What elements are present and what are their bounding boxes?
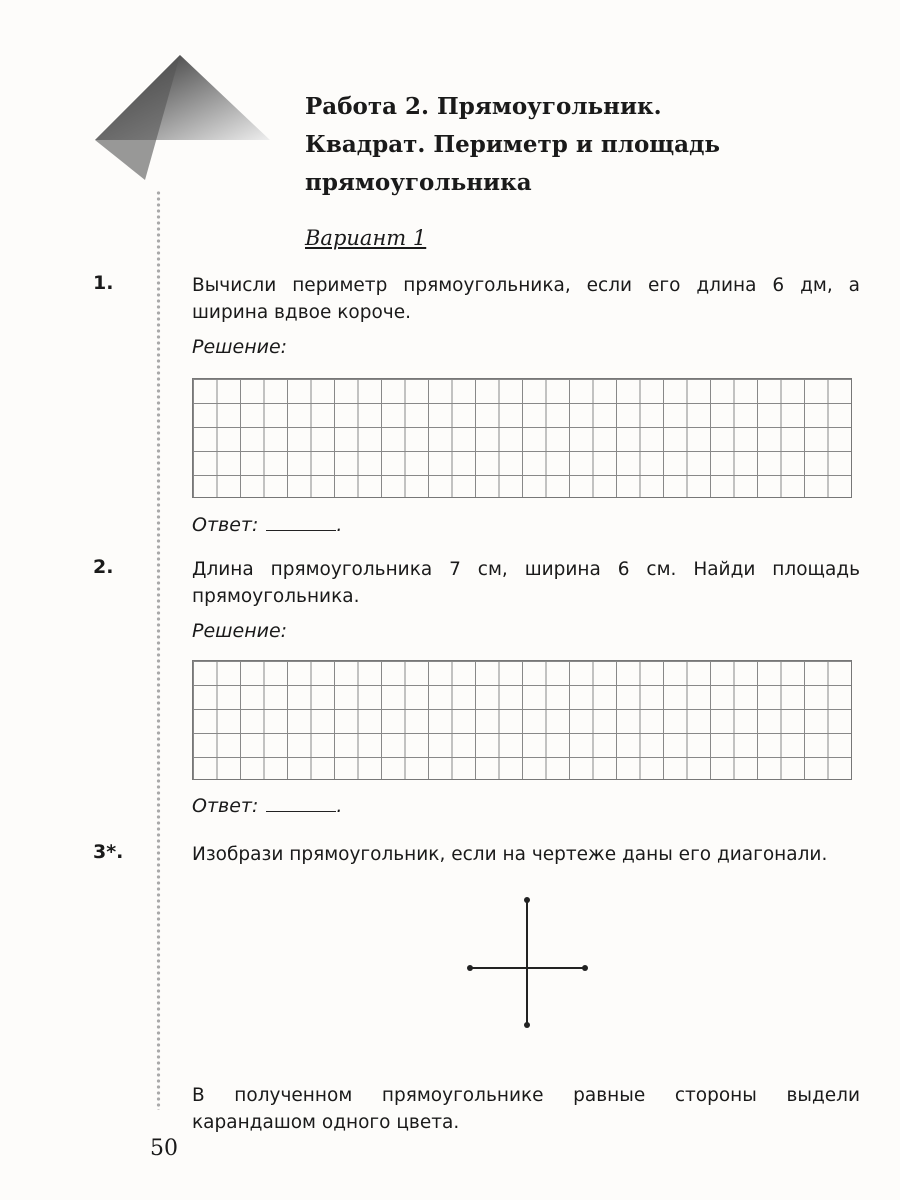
task-number: 3*. <box>93 841 124 863</box>
answer-row: Ответ: . <box>192 795 343 817</box>
task-text: Длина прямоугольника 7 см, ширина 6 см. Найди площадь прямоугольника. <box>192 559 860 607</box>
solution-grid[interactable] <box>192 660 852 780</box>
task-number: 1. <box>93 272 114 294</box>
task-note: В полученном прямоугольнике равные стороны выдели карандашом одного цвета. <box>192 1085 860 1133</box>
task-text: Изобрази прямоугольник, если на чертеже даны его диагонали. <box>192 844 828 865</box>
binding-dots <box>156 190 161 1110</box>
answer-label: Ответ: <box>192 795 259 817</box>
solution-grid[interactable] <box>192 378 852 498</box>
answer-blank[interactable] <box>266 795 336 812</box>
corner-triangle-logo <box>85 40 275 190</box>
solution-label: Решение: <box>192 620 288 642</box>
task-text: Вычисли периметр прямоугольника, если его длина 6 дм, а ширина вдвое короче. <box>192 275 860 323</box>
page-number: 50 <box>150 1136 178 1161</box>
variant-heading: Вариант 1 <box>305 226 427 250</box>
answer-blank[interactable] <box>266 514 336 531</box>
answer-label: Ответ: <box>192 514 259 536</box>
title-line: Работа 2. Прямоугольник. <box>305 93 662 120</box>
title-line: прямоугольника <box>305 169 532 196</box>
solution-label: Решение: <box>192 336 288 358</box>
task-number: 2. <box>93 556 114 578</box>
answer-row: Ответ: . <box>192 514 343 536</box>
title-line: Квадрат. Периметр и площадь <box>305 131 721 158</box>
diagonals-drawing <box>460 895 600 1035</box>
page-title <box>305 88 720 202</box>
